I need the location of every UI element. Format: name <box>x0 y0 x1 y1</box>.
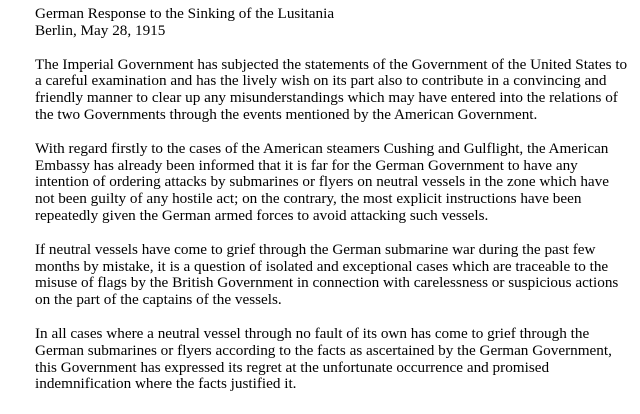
paragraph-2 <box>35 141 635 225</box>
paragraph-line: The Imperial Government has subjected the statements of the Government of the United States to <box>35 55 628 73</box>
paragraph-line: months by mistake, it is a question of isolated and exceptional cases which are traceable to the <box>35 257 609 275</box>
paragraph-line: not been guilty of any hostile act; on the contrary, the most explicit instructions have been <box>35 190 582 208</box>
paragraph-line: German submarines or flyers according to the facts as ascertained by the German Government, <box>35 341 612 359</box>
paragraph-1 <box>35 57 635 124</box>
paragraph-4 <box>35 326 635 393</box>
paragraph-line: the two Governments through the events mentioned by the American Government. <box>35 105 538 123</box>
paragraph-line: this Government has expressed its regret at the unfortunate occurrence and promised <box>35 358 550 376</box>
document-dateline: Berlin, May 28, 1915 <box>35 21 166 39</box>
document-title: German Response to the Sinking of the Lusitania <box>35 5 335 22</box>
paragraph-line: In all cases where a neutral vessel through no fault of its own has come to grief through the <box>35 324 590 342</box>
paragraph-line: friendly manner to clear up any misunderstandings which may have entered into the relations of <box>35 89 618 107</box>
paragraph-line: repeatedly given the German armed forces to avoid attacking such vessels. <box>35 206 489 224</box>
paragraph-line: on the part of the captains of the vessels. <box>35 291 282 309</box>
paragraph-3 <box>35 242 635 309</box>
document-body <box>35 6 635 393</box>
paragraph-line: misuse of flags by the British Government in connection with carelessness or suspicious actions <box>35 274 619 292</box>
paragraph-line: With regard firstly to the cases of the American steamers Cushing and Gulflight, the American <box>35 139 609 157</box>
paragraph-line: Embassy has already been informed that it is far for the German Government to have any <box>35 156 578 174</box>
paragraph-line: intention of ordering attacks by submarines or flyers on neutral vessels in the zone which have <box>35 173 610 191</box>
paragraph-line: a careful examination and has the lively wish on its part also to contribute in a convincing and <box>35 72 607 90</box>
paragraph-line: If neutral vessels have come to grief through the German submarine war during the past few <box>35 240 596 258</box>
paragraph-line: indemnification where the facts justified it. <box>35 375 297 393</box>
document-header <box>35 6 635 40</box>
